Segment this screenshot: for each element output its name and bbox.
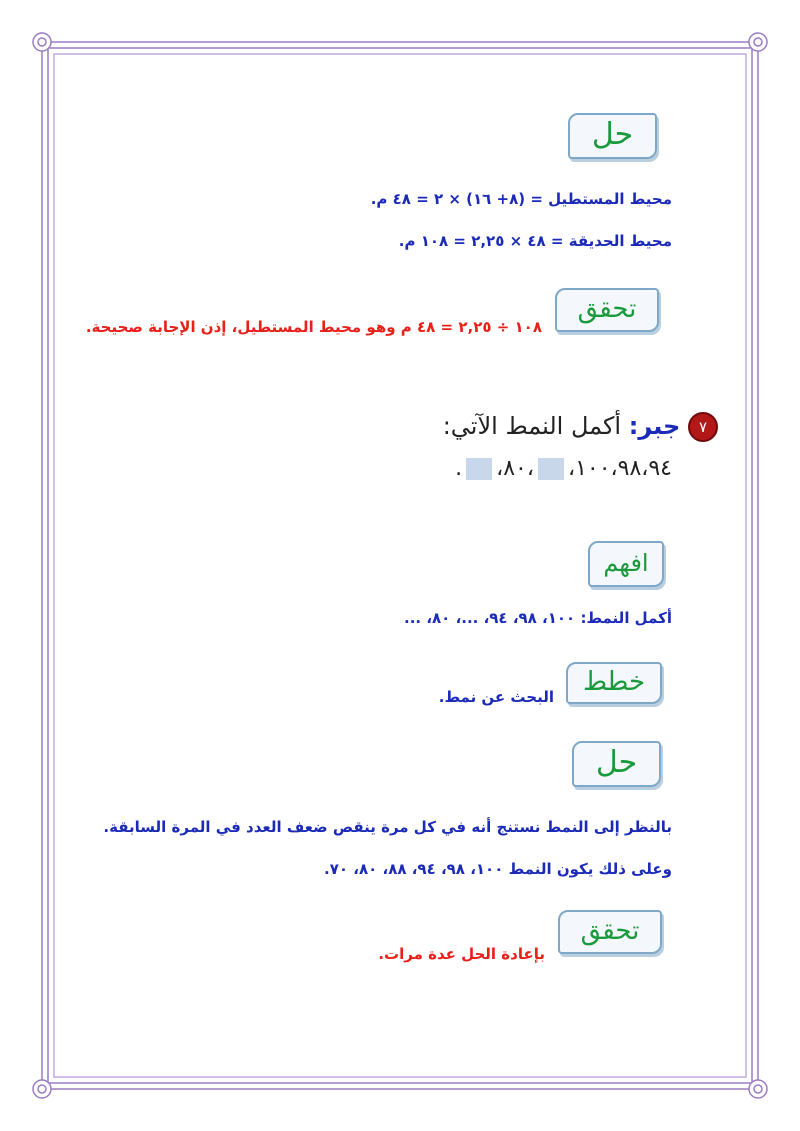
garden-perimeter-line: محيط الحديقة = ٤٨ × ٢,٢٥ = ١٠٨ م. bbox=[398, 232, 672, 250]
section-label-hal-2: حل bbox=[572, 741, 661, 787]
sequence-end: . bbox=[455, 456, 463, 481]
understand-line: أكمل النمط: ١٠٠، ٩٨، ٩٤، ...، ٨٠، ... bbox=[404, 609, 672, 627]
problem-prompt: أكمل النمط الآتي: bbox=[442, 412, 622, 440]
section-label-plan: خطط bbox=[566, 662, 662, 704]
section-label-check: تحقق bbox=[555, 288, 659, 332]
sequence-middle: ،٨٠، bbox=[496, 456, 534, 481]
rectangle-perimeter-line: محيط المستطيل = (٨+ ١٦) × ٢ = ٤٨ م. bbox=[370, 190, 672, 208]
pattern-result-line: وعلى ذلك يكون النمط ١٠٠، ٩٨، ٩٤، ٨٨، ٨٠، ٧٠. bbox=[324, 860, 672, 878]
blank-box-2[interactable] bbox=[466, 458, 492, 480]
problem-category: جبر: bbox=[628, 412, 681, 440]
check-statement: ١٠٨ ÷ ٢,٢٥ = ٤٨ م وهو محيط المستطيل، إذن الإجابة صحيحة. bbox=[85, 318, 542, 336]
pattern-observation-line: بالنظر إلى النمط نستنج أنه في كل مرة ينقص ضعف العدد في المرة السابقة. bbox=[103, 818, 672, 836]
section-label-hal: حل bbox=[568, 113, 657, 159]
check-method-line: بإعادة الحل عدة مرات. bbox=[378, 945, 545, 963]
problem-heading bbox=[443, 412, 718, 442]
sequence-line bbox=[455, 456, 672, 481]
section-label-check-2: تحقق bbox=[558, 910, 662, 954]
plan-line: البحث عن نمط. bbox=[438, 688, 554, 706]
problem-number-badge: ٧ bbox=[688, 412, 718, 442]
blank-box-1[interactable] bbox=[538, 458, 564, 480]
sequence-start: ١٠٠،٩٨،٩٤، bbox=[567, 456, 672, 481]
section-label-understand: افهم bbox=[588, 541, 664, 587]
